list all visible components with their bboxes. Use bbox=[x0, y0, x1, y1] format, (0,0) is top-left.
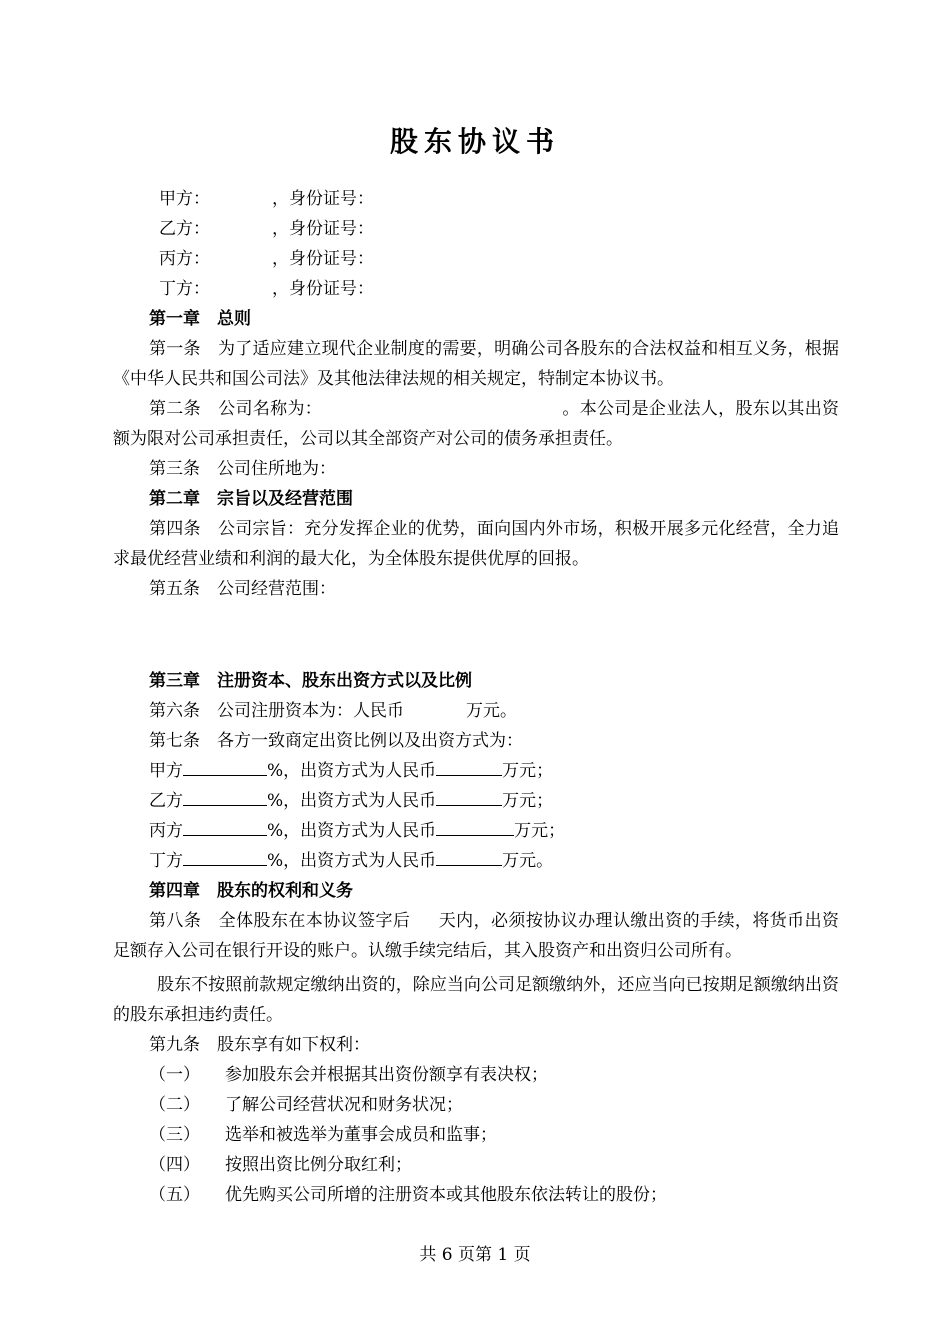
list-item: （二） 了解公司经营状况和财务状况； bbox=[149, 1095, 463, 1115]
list-item: （一） 参加股东会并根据其出资份额享有表决权； bbox=[149, 1065, 548, 1085]
party-id-label: ，身份证号： bbox=[272, 189, 374, 209]
article-8: 第八条 全体股东在本协议签字后 天内，必须按协议办理认缴出资的手续，将货币出资足额存入公司在银行开设的账户。认缴手续完结后，其入股资产和出资归公司所有。 bbox=[113, 911, 840, 961]
party-line bbox=[113, 244, 839, 274]
article-2: 第二条 公司名称为： 。本公司是企业法人，股东以其出资额为限对公司承担责任，公司以其全部资产对公司的债务承担责任。 bbox=[113, 399, 840, 449]
article-8-paragraph-2: 股东不按照前款规定缴纳出资的，除应当向公司足额缴纳外，还应当向已按期足额缴纳出资的股东承担违约责任。 bbox=[113, 975, 839, 1025]
party-id-label: ，身份证号： bbox=[272, 249, 374, 269]
list-item: （四） 按照出资比例分取红利； bbox=[149, 1155, 412, 1175]
article-3: 第三条 公司住所地为： bbox=[149, 459, 336, 479]
article-5: 第五条 公司经营范围： bbox=[149, 579, 336, 599]
chapter-heading: 第一章 总则 bbox=[149, 309, 251, 329]
contribution-line: 丙方 %，出资方式为人民币 万元； bbox=[113, 816, 839, 846]
article-4: 第四条 公司宗旨：充分发挥企业的优势，面向国内外市场，积极开展多元化经营，全力追求最优经营业绩和利润的最大化，为全体股东提供优厚的回报。 bbox=[113, 519, 839, 569]
chapter-heading: 第四章 股东的权利和义务 bbox=[149, 881, 353, 901]
list-item: （五） 优先购买公司所增的注册资本或其他股东依法转让的股份； bbox=[149, 1185, 667, 1205]
party-name: 丁方： bbox=[159, 279, 210, 299]
article-7: 第七条 各方一致商定出资比例以及出资方式为： bbox=[149, 731, 523, 751]
party-name: 乙方： bbox=[159, 219, 210, 239]
document-title: 股东协议书 bbox=[389, 125, 560, 158]
contribution-line: 甲方 %，出资方式为人民币 万元； bbox=[113, 756, 839, 786]
chapter-heading: 第二章 宗旨以及经营范围 bbox=[149, 489, 353, 509]
party-line bbox=[113, 184, 839, 214]
document-body bbox=[113, 184, 839, 1210]
contribution-line: 乙方 %，出资方式为人民币 万元； bbox=[113, 786, 839, 816]
page-footer: 共 6 页第 1 页 bbox=[419, 1245, 531, 1265]
contribution-line: 丁方 %，出资方式为人民币 万元。 bbox=[113, 846, 839, 876]
party-line bbox=[113, 214, 839, 244]
party-name: 丙方： bbox=[159, 249, 210, 269]
party-line bbox=[113, 274, 839, 304]
party-id-label: ，身份证号： bbox=[272, 279, 374, 299]
article-9: 第九条 股东享有如下权利： bbox=[149, 1035, 370, 1055]
party-name: 甲方： bbox=[159, 189, 210, 209]
article-1: 第一条 为了适应建立现代企业制度的需要，明确公司各股东的合法权益和相互义务，根据《中华人民共和国公司法》及其他法律法规的相关规定，特制定本协议书。 bbox=[113, 339, 839, 389]
chapter-heading: 第三章 注册资本、股东出资方式以及比例 bbox=[149, 671, 472, 691]
party-id-label: ，身份证号： bbox=[272, 219, 374, 239]
article-6: 第六条 公司注册资本为：人民币 万元。 bbox=[149, 701, 517, 721]
list-item: （三） 选举和被选举为董事会成员和监事； bbox=[149, 1125, 497, 1145]
